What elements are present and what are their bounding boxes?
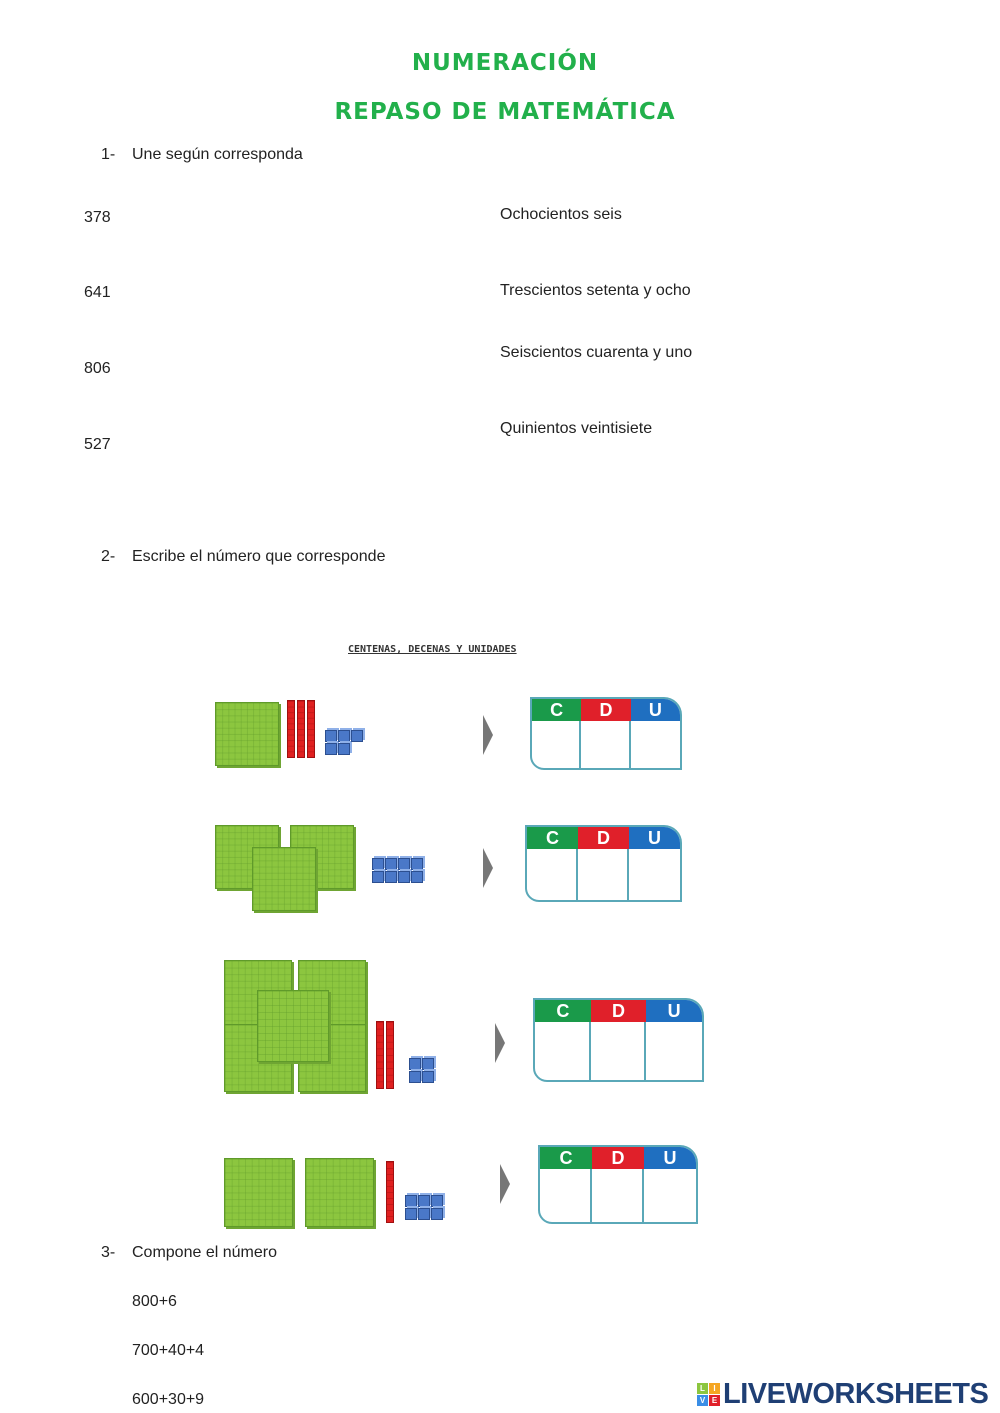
cdu-header-c: C <box>535 1000 591 1022</box>
unit-cube <box>431 1195 443 1207</box>
ten-rod <box>386 1161 394 1223</box>
q3-number: 3- <box>101 1244 116 1261</box>
unit-cube <box>351 730 363 742</box>
q3-label: Compone el número <box>132 1244 277 1261</box>
hundred-flat <box>215 702 279 766</box>
cdu-header-c: C <box>540 1147 592 1169</box>
cdu-header-c: C <box>527 827 578 849</box>
arrow-right-icon <box>495 1023 505 1063</box>
unit-cube <box>338 743 350 755</box>
unit-cube <box>372 858 384 870</box>
match-word[interactable]: Ochocientos seis <box>500 206 622 223</box>
cdu-table <box>538 1145 698 1224</box>
hundred-flat <box>224 1158 293 1227</box>
answer-cell-units[interactable] <box>644 1169 696 1222</box>
unit-cube <box>422 1058 434 1070</box>
unit-cube <box>405 1195 417 1207</box>
match-number[interactable]: 641 <box>84 284 111 301</box>
unit-cube <box>431 1208 443 1220</box>
compose-item: 800+6 <box>132 1293 177 1310</box>
unit-cube <box>409 1071 421 1083</box>
cdu-table <box>533 998 704 1082</box>
unit-cube <box>338 730 350 742</box>
answer-cell-hundreds[interactable] <box>535 1022 591 1080</box>
answer-cell-tens[interactable] <box>591 1022 647 1080</box>
ten-rod <box>287 700 295 758</box>
unit-cube <box>409 1058 421 1070</box>
cdu-header-u: U <box>629 827 680 849</box>
unit-cube <box>418 1208 430 1220</box>
cdu-header-u: U <box>646 1000 702 1022</box>
cdu-header-d: D <box>592 1147 644 1169</box>
liveworksheets-logo: L I V E LIVEWORKSHEETS <box>697 1378 988 1411</box>
unit-cube <box>411 858 423 870</box>
unit-cube <box>385 858 397 870</box>
answer-cell-units[interactable] <box>631 721 680 768</box>
q1-label: Une según corresponda <box>132 146 303 163</box>
match-number[interactable]: 806 <box>84 360 111 377</box>
unit-cube <box>398 858 410 870</box>
logo-mark-icon: L I V E <box>697 1383 720 1406</box>
unit-cube <box>411 871 423 883</box>
cdu-table <box>530 697 682 770</box>
cdu-header-d: D <box>581 699 630 721</box>
answer-cell-hundreds[interactable] <box>532 721 581 768</box>
unit-cube <box>325 730 337 742</box>
worksheet-title: NUMERACIÓN <box>411 50 599 76</box>
unit-cube <box>385 871 397 883</box>
unit-cube <box>398 871 410 883</box>
match-number[interactable]: 378 <box>84 209 111 226</box>
unit-cube <box>422 1071 434 1083</box>
arrow-right-icon <box>500 1164 510 1204</box>
compose-item: 600+30+9 <box>132 1391 205 1408</box>
arrow-right-icon <box>483 848 493 888</box>
arrow-right-icon <box>483 715 493 755</box>
q1-number: 1- <box>101 146 116 163</box>
cdu-header-c: C <box>532 699 581 721</box>
worksheet-subtitle: REPASO DE MATEMÁTICA <box>334 99 676 125</box>
unit-cube <box>325 743 337 755</box>
match-word[interactable]: Seiscientos cuarenta y uno <box>500 344 693 361</box>
answer-cell-units[interactable] <box>646 1022 702 1080</box>
cdu-header-d: D <box>578 827 629 849</box>
answer-cell-hundreds[interactable] <box>540 1169 592 1222</box>
unit-cube <box>418 1195 430 1207</box>
compose-item: 700+40+4 <box>132 1342 205 1359</box>
answer-cell-hundreds[interactable] <box>527 849 578 900</box>
match-word[interactable]: Quinientos veintisiete <box>500 420 653 437</box>
cdu-header-u: U <box>631 699 680 721</box>
match-number[interactable]: 527 <box>84 436 111 453</box>
cdu-header-u: U <box>644 1147 696 1169</box>
ten-rod <box>297 700 305 758</box>
image-title: CENTENAS, DECENAS Y UNIDADES <box>348 644 517 655</box>
ten-rod <box>307 700 315 758</box>
ten-rod <box>376 1021 384 1089</box>
ten-rod <box>386 1021 394 1089</box>
unit-cube <box>372 871 384 883</box>
q2-label: Escribe el número que corresponde <box>132 548 386 565</box>
q2-number: 2- <box>101 548 116 565</box>
answer-cell-units[interactable] <box>629 849 680 900</box>
cdu-table <box>525 825 682 902</box>
cdu-header-d: D <box>591 1000 647 1022</box>
hundred-flat <box>252 847 316 911</box>
match-word[interactable]: Trescientos setenta y ocho <box>500 282 691 299</box>
hundred-flat <box>257 990 329 1062</box>
answer-cell-tens[interactable] <box>581 721 630 768</box>
hundred-flat <box>305 1158 374 1227</box>
answer-cell-tens[interactable] <box>578 849 629 900</box>
answer-cell-tens[interactable] <box>592 1169 644 1222</box>
unit-cube <box>405 1208 417 1220</box>
